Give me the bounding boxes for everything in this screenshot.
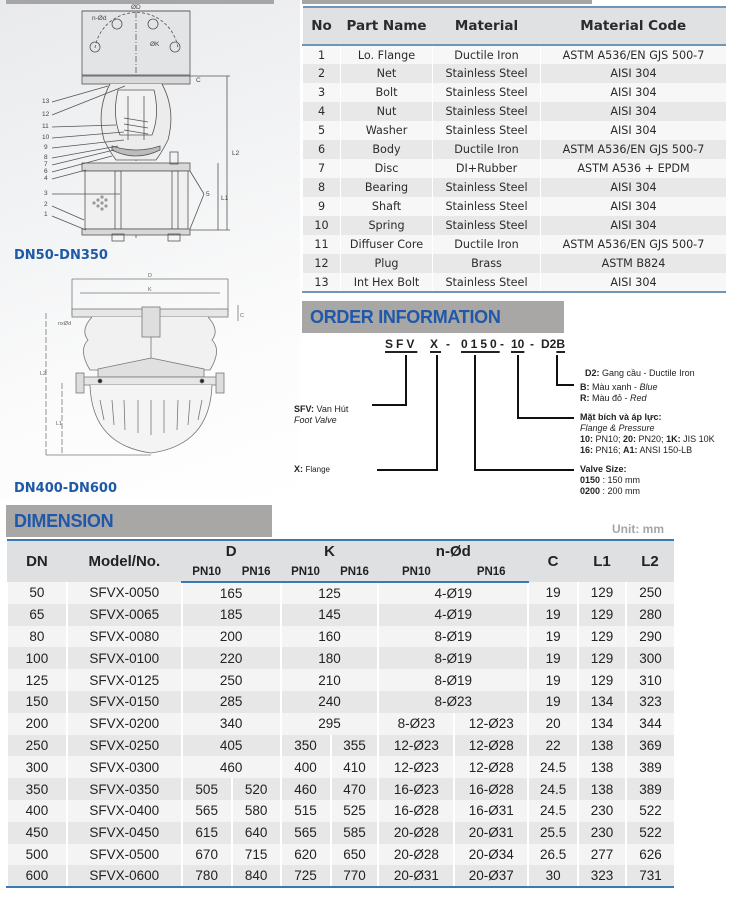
- cell-nod-pn10: 20-Ø28: [378, 844, 454, 866]
- order-code-x: [430, 337, 441, 351]
- label-c: C: [240, 313, 244, 319]
- dimension-heading: DIMENSION: [6, 505, 272, 537]
- part-name: Plug: [341, 254, 433, 273]
- part-number: 10: [42, 134, 50, 141]
- cell-dn: 150: [7, 691, 67, 713]
- part-material: Stainless Steel: [433, 121, 541, 140]
- part-material: Stainless Steel: [433, 197, 541, 216]
- part-material: Stainless Steel: [433, 64, 541, 83]
- cell-l2: 300: [626, 647, 674, 669]
- cell-d-pn10: 615: [182, 822, 232, 844]
- cell-k: 180: [281, 647, 379, 669]
- part-name: Spring: [341, 216, 433, 235]
- parts-row: [303, 45, 727, 64]
- dimension-row: [7, 822, 674, 844]
- cell-l1: 129: [578, 582, 626, 604]
- cell-c: 19: [528, 669, 578, 691]
- cell-c: 19: [528, 647, 578, 669]
- label-d: ØD: [131, 4, 141, 11]
- col-material-code: Material Code: [541, 7, 727, 45]
- cell-k: 240: [281, 691, 379, 713]
- part-name: Int Hex Bolt: [341, 273, 433, 292]
- cell-c: 19: [528, 604, 578, 626]
- order-code-dash: -: [446, 337, 453, 351]
- part-no: 2: [303, 64, 341, 83]
- label-l2: L2: [40, 371, 47, 377]
- part-no: 12: [303, 254, 341, 273]
- cell-nod-pn10: 16-Ø23: [378, 778, 454, 800]
- cell-l2: 344: [626, 713, 674, 735]
- part-number: 5: [206, 191, 210, 198]
- cell-model: SFVX-0065: [67, 604, 182, 626]
- cell-l1: 129: [578, 626, 626, 648]
- part-name: Shaft: [341, 197, 433, 216]
- cell-model: SFVX-0250: [67, 735, 182, 757]
- cell-dn: 600: [7, 865, 67, 887]
- label-k: K: [148, 287, 152, 293]
- part-material: Stainless Steel: [433, 273, 541, 292]
- label-n-od: nxØd: [58, 321, 72, 327]
- cell-l1: 134: [578, 691, 626, 713]
- part-material-code: AISI 304: [541, 121, 727, 140]
- cell-model: SFVX-0200: [67, 713, 182, 735]
- label-l2: L2: [232, 150, 240, 157]
- cell-model: SFVX-0100: [67, 647, 182, 669]
- legend-color: B: Màu xanh - Blue R: Màu đỏ - Red: [580, 382, 658, 403]
- part-material-code: AISI 304: [541, 102, 727, 121]
- cell-k-pn10: 515: [281, 800, 331, 822]
- cell-l2: 626: [626, 844, 674, 866]
- dimension-row: [7, 800, 674, 822]
- cell-nod-pn16: 12-Ø28: [454, 735, 528, 757]
- cell-c: 24.5: [528, 800, 578, 822]
- cell-model: SFVX-0050: [67, 582, 182, 604]
- part-material: DI+Rubber: [433, 159, 541, 178]
- part-material-code: ASTM A536/EN GJS 500-7: [541, 235, 727, 254]
- part-material: Stainless Steel: [433, 83, 541, 102]
- part-material-code: ASTM A536/EN GJS 500-7: [541, 45, 727, 64]
- part-material-code: AISI 304: [541, 273, 727, 292]
- col-l2: L2: [626, 540, 674, 582]
- cell-nod: 8-Ø23: [378, 691, 528, 713]
- cell-l2: 389: [626, 756, 674, 778]
- cell-d-pn16: 640: [232, 822, 281, 844]
- part-no: 4: [303, 102, 341, 121]
- cell-k-pn16: 525: [331, 800, 379, 822]
- part-name: Diffuser Core: [341, 235, 433, 254]
- cell-model: SFVX-0150: [67, 691, 182, 713]
- cell-nod-pn10: 20-Ø28: [378, 822, 454, 844]
- cell-d: 165: [182, 582, 281, 604]
- dimension-row: [7, 713, 674, 735]
- cell-nod: 8-Ø19: [378, 669, 528, 691]
- part-no: 5: [303, 121, 341, 140]
- part-name: Bearing: [341, 178, 433, 197]
- order-code-pressure: [511, 337, 524, 351]
- code-sfv: SFV: [385, 337, 418, 351]
- parts-row: [303, 235, 727, 254]
- dimension-table: [6, 539, 674, 888]
- connector-line: [377, 469, 438, 471]
- cell-k: 160: [281, 626, 379, 648]
- part-name: Bolt: [341, 83, 433, 102]
- part-material-code: ASTM A536/EN GJS 500-7: [541, 140, 727, 159]
- dimension-row: [7, 844, 674, 866]
- label-c: C: [196, 77, 201, 84]
- cell-dn: 350: [7, 778, 67, 800]
- connector-line: [517, 355, 519, 418]
- cell-k-pn16: 585: [331, 822, 379, 844]
- cell-dn: 500: [7, 844, 67, 866]
- cell-dn: 450: [7, 822, 67, 844]
- col-nod-pn10: PN10: [378, 562, 454, 582]
- parts-row: [303, 254, 727, 273]
- legend-flange: Mặt bích và áp lực: Flange & Pressure 10: PN10; 20: PN20; 1K: JIS 10K 16: PN16; A1: ANSI 150-LB: [580, 412, 715, 455]
- connector-line: [372, 404, 407, 406]
- col-dn: DN: [7, 540, 67, 582]
- dimension-row: [7, 582, 674, 604]
- cell-nod-pn16: 12-Ø23: [454, 713, 528, 735]
- cell-k: 145: [281, 604, 379, 626]
- cell-c: 30: [528, 865, 578, 887]
- part-name: Washer: [341, 121, 433, 140]
- cell-d-pn10: 780: [182, 865, 232, 887]
- part-name: Disc: [341, 159, 433, 178]
- col-k-pn16: PN16: [331, 562, 379, 582]
- label-l1: L1: [221, 195, 229, 202]
- cell-nod-pn16: 16-Ø31: [454, 800, 528, 822]
- cell-k-pn10: 620: [281, 844, 331, 866]
- part-number: 1: [44, 211, 48, 218]
- cell-l1: 129: [578, 669, 626, 691]
- part-material: Brass: [433, 254, 541, 273]
- cell-d: 285: [182, 691, 281, 713]
- connector-line: [556, 355, 558, 385]
- dimension-row: [7, 756, 674, 778]
- cell-k-pn16: 770: [331, 865, 379, 887]
- cell-k: 210: [281, 669, 379, 691]
- part-material-code: ASTM A536 + EPDM: [541, 159, 727, 178]
- cell-d-pn10: 670: [182, 844, 232, 866]
- col-no: No: [303, 7, 341, 45]
- col-part-name: Part Name: [341, 7, 433, 45]
- col-nod: n-Ød: [378, 540, 528, 562]
- cell-dn: 300: [7, 756, 67, 778]
- cell-c: 25.5: [528, 822, 578, 844]
- cell-c: 20: [528, 713, 578, 735]
- cell-l2: 389: [626, 778, 674, 800]
- connector-line: [436, 355, 438, 470]
- cell-d: 250: [182, 669, 281, 691]
- cell-l1: 134: [578, 713, 626, 735]
- dimension-row: [7, 626, 674, 648]
- dimension-row: [7, 865, 674, 887]
- cell-k: 295: [281, 713, 379, 735]
- cell-dn: 80: [7, 626, 67, 648]
- col-l1: L1: [578, 540, 626, 582]
- caption-dn400-dn600: DN400-DN600: [14, 481, 118, 496]
- cell-l1: 230: [578, 822, 626, 844]
- dimension-row: [7, 669, 674, 691]
- parts-row: [303, 273, 727, 292]
- cell-k-pn10: 350: [281, 735, 331, 757]
- legend-x: X: Flange: [294, 464, 330, 474]
- cell-l1: 129: [578, 647, 626, 669]
- part-name: Nut: [341, 102, 433, 121]
- cell-nod-pn16: 16-Ø28: [454, 778, 528, 800]
- cell-l1: 277: [578, 844, 626, 866]
- parts-row: [303, 178, 727, 197]
- cell-dn: 50: [7, 582, 67, 604]
- part-name: Lo. Flange: [341, 45, 433, 64]
- part-no: 13: [303, 273, 341, 292]
- part-no: 1: [303, 45, 341, 64]
- cell-d: 185: [182, 604, 281, 626]
- parts-row: [303, 159, 727, 178]
- connector-line: [556, 384, 574, 386]
- cell-c: 19: [528, 691, 578, 713]
- cell-model: SFVX-0500: [67, 844, 182, 866]
- parts-row: [303, 140, 727, 159]
- part-number: 6: [44, 168, 48, 175]
- part-material: Ductile Iron: [433, 45, 541, 64]
- cell-dn: 250: [7, 735, 67, 757]
- cell-k-pn16: 470: [331, 778, 379, 800]
- cell-d-pn16: 520: [232, 778, 281, 800]
- label-n-od: n-Ød: [92, 15, 107, 22]
- cell-dn: 400: [7, 800, 67, 822]
- part-material-code: AISI 304: [541, 178, 727, 197]
- part-no: 3: [303, 83, 341, 102]
- part-material: Ductile Iron: [433, 235, 541, 254]
- cell-model: SFVX-0400: [67, 800, 182, 822]
- part-no: 7: [303, 159, 341, 178]
- cell-d-pn16: 840: [232, 865, 281, 887]
- cell-k-pn10: 460: [281, 778, 331, 800]
- col-d-pn10: PN10: [182, 562, 232, 582]
- cell-c: 22: [528, 735, 578, 757]
- cell-dn: 100: [7, 647, 67, 669]
- cell-nod-pn10: 12-Ø23: [378, 735, 454, 757]
- cell-model: SFVX-0080: [67, 626, 182, 648]
- cell-model: SFVX-0300: [67, 756, 182, 778]
- parts-row: [303, 216, 727, 235]
- cell-nod-pn16: 20-Ø37: [454, 865, 528, 887]
- valve-drawing-small: [0, 0, 280, 260]
- part-number: 7: [44, 161, 48, 168]
- part-no: 8: [303, 178, 341, 197]
- cell-nod: 8-Ø19: [378, 647, 528, 669]
- col-material: Material: [433, 7, 541, 45]
- order-information-heading: ORDER INFORMATION: [302, 301, 564, 333]
- cell-nod: 8-Ø19: [378, 626, 528, 648]
- part-no: 10: [303, 216, 341, 235]
- part-number: 11: [42, 123, 49, 130]
- col-d: D: [182, 540, 281, 562]
- cell-l2: 280: [626, 604, 674, 626]
- label-d: D: [148, 273, 152, 279]
- cell-dn: 125: [7, 669, 67, 691]
- part-name: Net: [341, 64, 433, 83]
- cell-model: SFVX-0350: [67, 778, 182, 800]
- cell-c: 19: [528, 582, 578, 604]
- code-x: X: [430, 337, 442, 351]
- parts-row: [303, 121, 727, 140]
- connector-line: [474, 469, 574, 471]
- order-code: [385, 337, 417, 351]
- cell-k-pn10: 725: [281, 865, 331, 887]
- parts-row: [303, 102, 727, 121]
- part-number: 13: [42, 98, 50, 105]
- order-code-dash: -: [530, 337, 537, 351]
- col-k: K: [281, 540, 379, 562]
- code-size: 0150: [461, 337, 500, 351]
- code-material: D2: [541, 337, 557, 351]
- cell-dn: 65: [7, 604, 67, 626]
- cell-l2: 310: [626, 669, 674, 691]
- cell-d: 460: [182, 756, 281, 778]
- dimension-row: [7, 735, 674, 757]
- dimension-row: [7, 604, 674, 626]
- cell-l2: 323: [626, 691, 674, 713]
- parts-row: [303, 197, 727, 216]
- code-color: B: [556, 337, 566, 351]
- part-number: 12: [42, 111, 50, 118]
- cell-k-pn16: 650: [331, 844, 379, 866]
- cell-l1: 230: [578, 800, 626, 822]
- part-number: 8: [44, 154, 48, 161]
- dimension-row: [7, 691, 674, 713]
- cell-model: SFVX-0125: [67, 669, 182, 691]
- col-model: Model/No.: [67, 540, 182, 582]
- part-number: 3: [44, 190, 48, 197]
- cell-l1: 138: [578, 735, 626, 757]
- label-l1: L1: [56, 421, 63, 427]
- dimension-row: [7, 647, 674, 669]
- legend-size: Valve Size: 0150 : 150 mm 0200 : 200 mm: [580, 464, 641, 496]
- cell-l1: 129: [578, 604, 626, 626]
- connector-line: [474, 355, 476, 470]
- part-no: 11: [303, 235, 341, 254]
- cell-nod-pn10: 20-Ø31: [378, 865, 454, 887]
- part-material: Stainless Steel: [433, 102, 541, 121]
- cell-d-pn10: 505: [182, 778, 232, 800]
- cell-nod-pn16: 20-Ø34: [454, 844, 528, 866]
- cell-c: 26.5: [528, 844, 578, 866]
- caption-dn50-dn350: DN50-DN350: [14, 248, 108, 263]
- part-material-code: AISI 304: [541, 197, 727, 216]
- part-number: 2: [44, 201, 48, 208]
- parts-table: [302, 6, 726, 293]
- cell-l2: 522: [626, 822, 674, 844]
- cell-d: 220: [182, 647, 281, 669]
- cell-nod-pn10: 16-Ø28: [378, 800, 454, 822]
- cell-l2: 369: [626, 735, 674, 757]
- part-no: 9: [303, 197, 341, 216]
- cell-c: 24.5: [528, 756, 578, 778]
- part-material-code: ASTM B824: [541, 254, 727, 273]
- col-nod-pn16: PN16: [454, 562, 528, 582]
- part-material: Stainless Steel: [433, 178, 541, 197]
- legend-d2: D2: Gang cầu - Ductile Iron: [585, 368, 695, 378]
- part-no: 6: [303, 140, 341, 159]
- cell-d-pn16: 580: [232, 800, 281, 822]
- cell-k: 125: [281, 582, 379, 604]
- cell-nod-pn16: 12-Ø28: [454, 756, 528, 778]
- unit-label: Unit: mm: [612, 522, 664, 536]
- cell-k-pn16: 410: [331, 756, 379, 778]
- col-d-pn16: PN16: [232, 562, 281, 582]
- cell-k-pn16: 355: [331, 735, 379, 757]
- cell-d: 405: [182, 735, 281, 757]
- part-material: Stainless Steel: [433, 216, 541, 235]
- cell-d-pn16: 715: [232, 844, 281, 866]
- cell-d: 340: [182, 713, 281, 735]
- connector-line: [517, 417, 574, 419]
- legend-sfv: SFV: Van Hút Foot Valve: [294, 404, 349, 425]
- cell-d-pn10: 565: [182, 800, 232, 822]
- cell-dn: 200: [7, 713, 67, 735]
- cell-nod-pn16: 20-Ø31: [454, 822, 528, 844]
- part-material: Ductile Iron: [433, 140, 541, 159]
- cell-nod-pn10: 8-Ø23: [378, 713, 454, 735]
- code-pressure: 10: [511, 337, 525, 351]
- valve-drawing-large: [0, 265, 280, 465]
- cell-c: 24.5: [528, 778, 578, 800]
- cell-nod-pn10: 12-Ø23: [378, 756, 454, 778]
- top-bar-right: [302, 0, 592, 4]
- cell-l2: 290: [626, 626, 674, 648]
- cell-k-pn10: 565: [281, 822, 331, 844]
- part-material-code: AISI 304: [541, 216, 727, 235]
- cell-d: 200: [182, 626, 281, 648]
- cell-l1: 138: [578, 756, 626, 778]
- parts-row: [303, 64, 727, 83]
- part-number: 4: [44, 175, 48, 182]
- part-material-code: AISI 304: [541, 83, 727, 102]
- col-c: C: [528, 540, 578, 582]
- cell-l1: 323: [578, 865, 626, 887]
- part-name: Body: [341, 140, 433, 159]
- connector-line: [405, 355, 407, 405]
- cell-l2: 522: [626, 800, 674, 822]
- dimension-row: [7, 778, 674, 800]
- parts-row: [303, 83, 727, 102]
- cell-l2: 731: [626, 865, 674, 887]
- order-code-size: [461, 337, 500, 351]
- cell-nod: 4-Ø19: [378, 604, 528, 626]
- cell-k-pn10: 400: [281, 756, 331, 778]
- part-number: 9: [44, 144, 48, 151]
- cell-c: 19: [528, 626, 578, 648]
- cell-l1: 138: [578, 778, 626, 800]
- cell-nod: 4-Ø19: [378, 582, 528, 604]
- part-material-code: AISI 304: [541, 64, 727, 83]
- order-code-material: [541, 337, 565, 351]
- label-k: ØK: [150, 41, 160, 48]
- cell-model: SFVX-0600: [67, 865, 182, 887]
- order-code-dash: -: [500, 337, 507, 351]
- cell-l2: 250: [626, 582, 674, 604]
- cell-model: SFVX-0450: [67, 822, 182, 844]
- col-k-pn10: PN10: [281, 562, 331, 582]
